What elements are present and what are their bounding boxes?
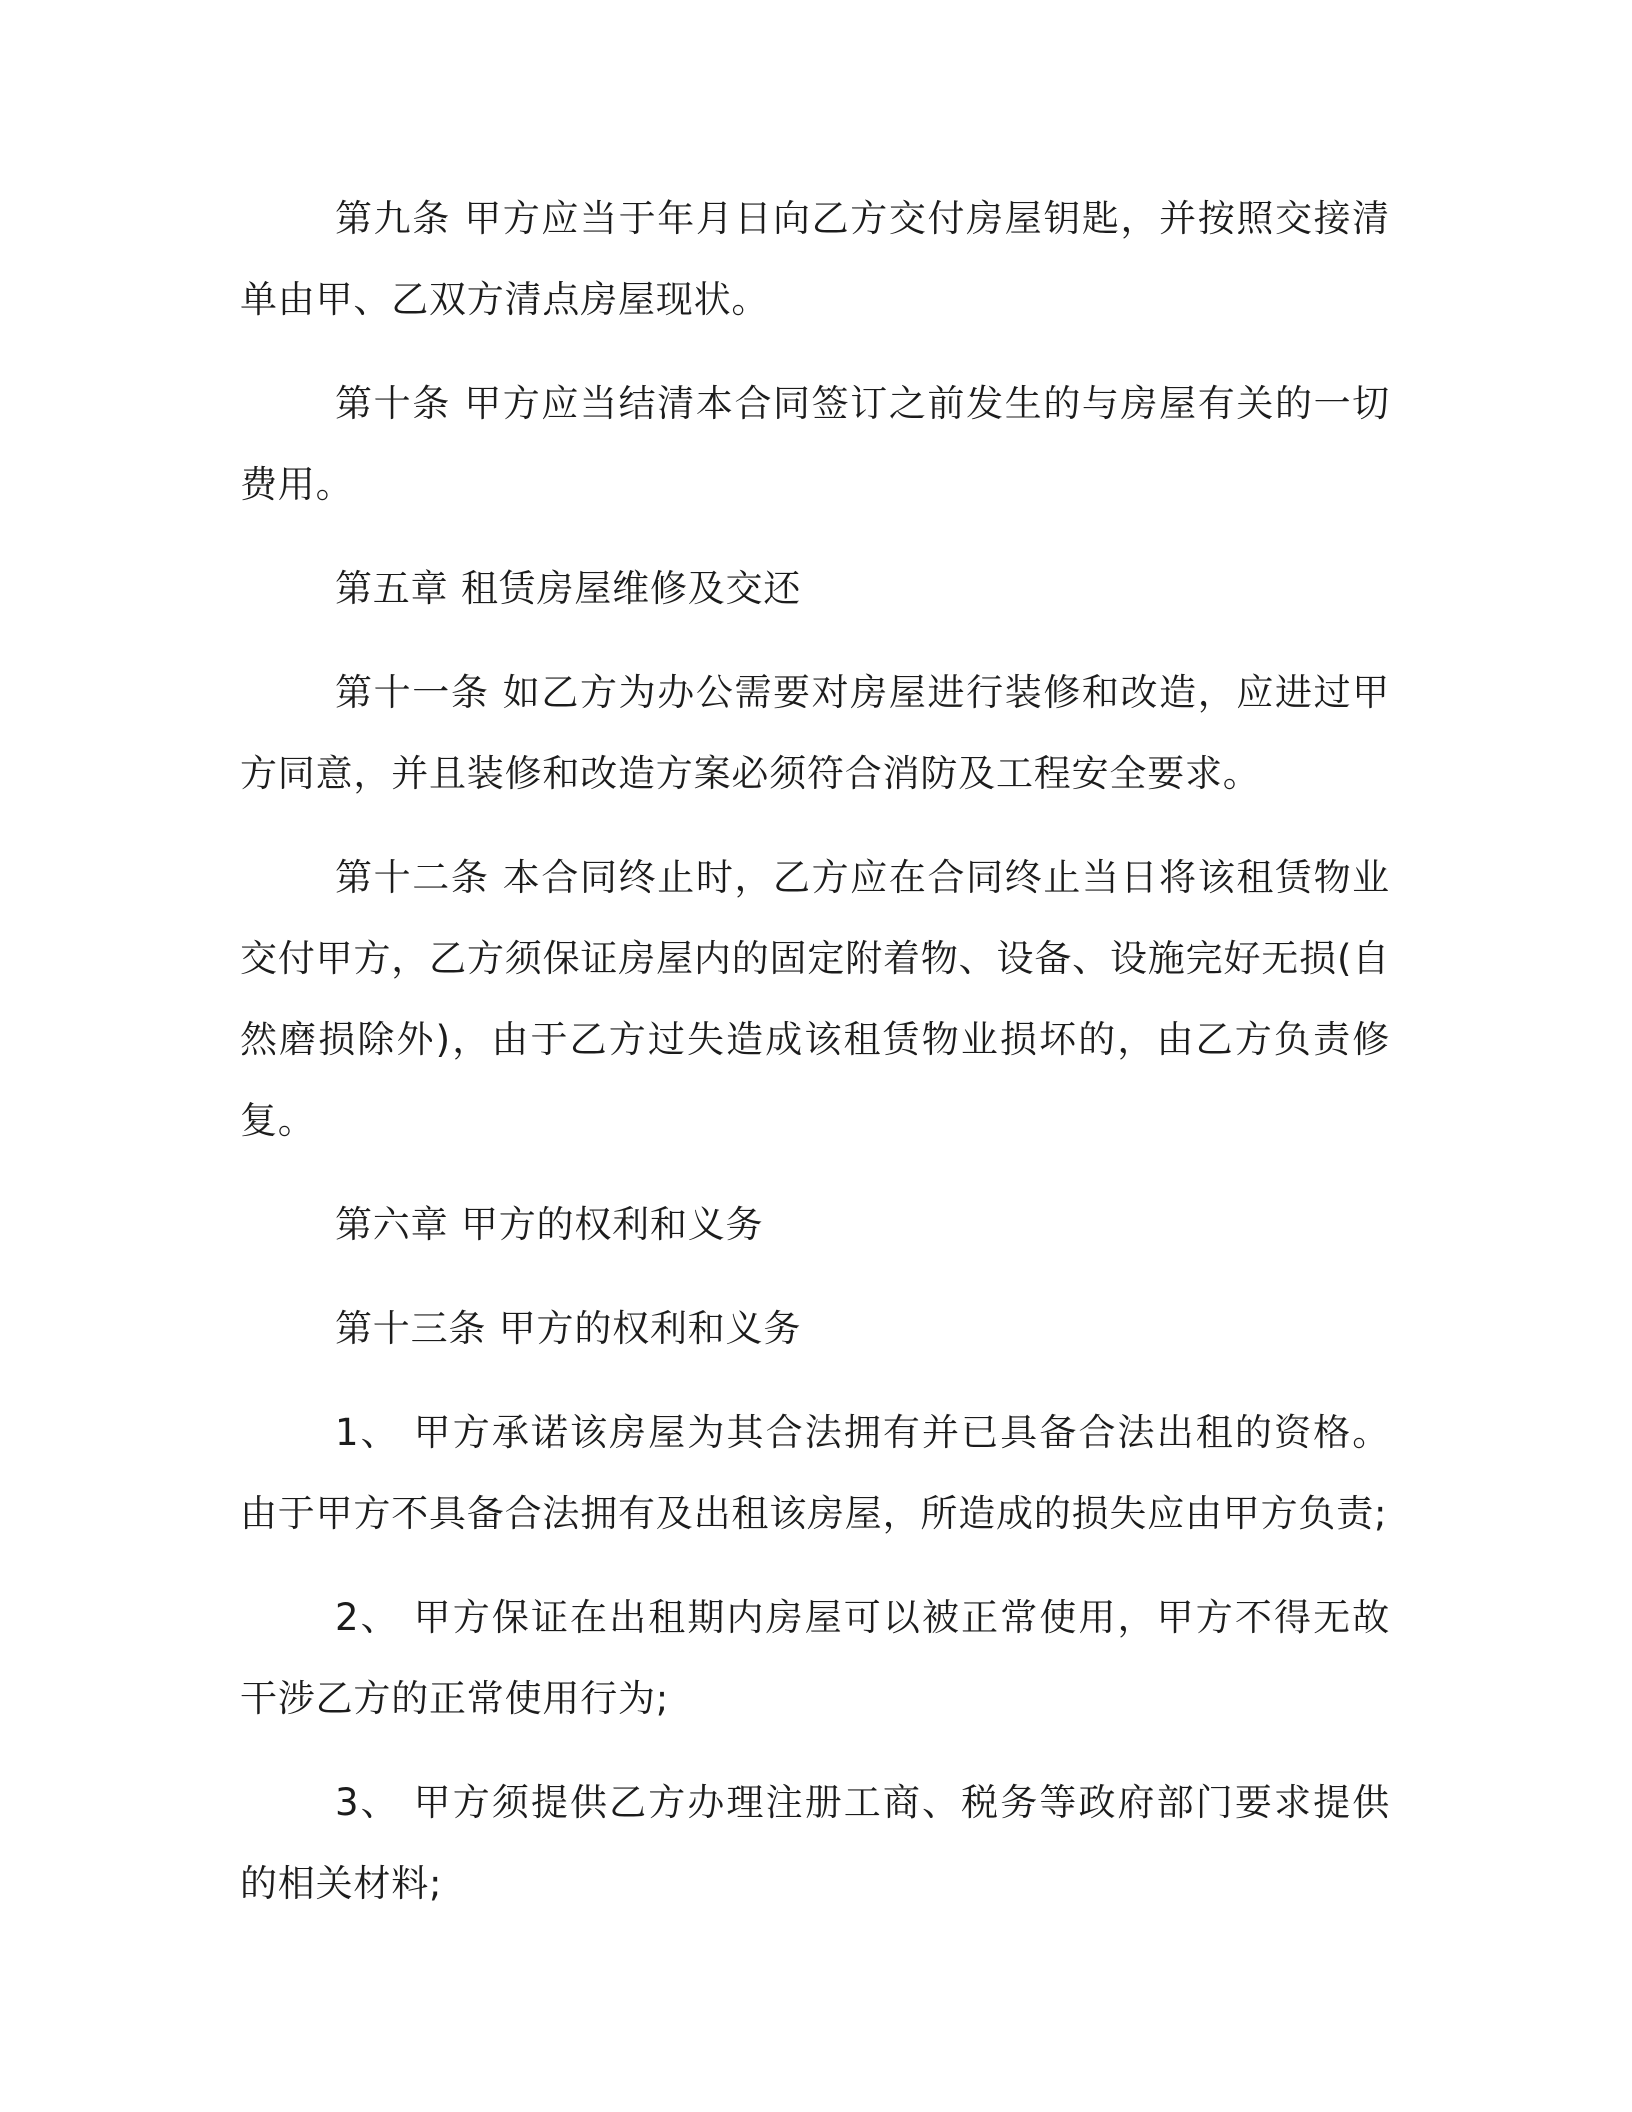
list-item-1: 1、 甲方承诺该房屋为其合法拥有并已具备合法出租的资格。由于甲方不具备合法拥有及出租该房屋，所造成的损失应由甲方负责;: [240, 1411, 1390, 1535]
chapter-6-heading: 第六章 甲方的权利和义务: [335, 1203, 764, 1246]
article-11-paragraph: 第十一条 如乙方为办公需要对房屋进行装修和改造，应进过甲方同意，并且装修和改造方案必须符合消防及工程安全要求。: [240, 671, 1390, 795]
list-item-2: 2、 甲方保证在出租期内房屋可以被正常使用，甲方不得无故干涉乙方的正常使用行为;: [240, 1596, 1390, 1720]
document-body: [240, 178, 1390, 1947]
article-13-heading: 第十三条 甲方的权利和义务: [335, 1307, 802, 1350]
article-10-paragraph: 第十条 甲方应当结清本合同签订之前发生的与房屋有关的一切费用。: [240, 382, 1390, 506]
chapter-5-heading: 第五章 租赁房屋维修及交还: [335, 567, 802, 610]
article-9-paragraph: 第九条 甲方应当于年月日向乙方交付房屋钥匙，并按照交接清单由甲、乙双方清点房屋现状。: [240, 197, 1390, 321]
article-12-paragraph: 第十二条 本合同终止时，乙方应在合同终止当日将该租赁物业交付甲方，乙方须保证房屋内的固定附着物、设备、设施完好无损(自然磨损除外)，由于乙方过失造成该租赁物业损坏的，由乙方负责修复。: [240, 856, 1390, 1142]
list-item-3: 3、 甲方须提供乙方办理注册工商、税务等政府部门要求提供的相关材料;: [240, 1781, 1390, 1905]
